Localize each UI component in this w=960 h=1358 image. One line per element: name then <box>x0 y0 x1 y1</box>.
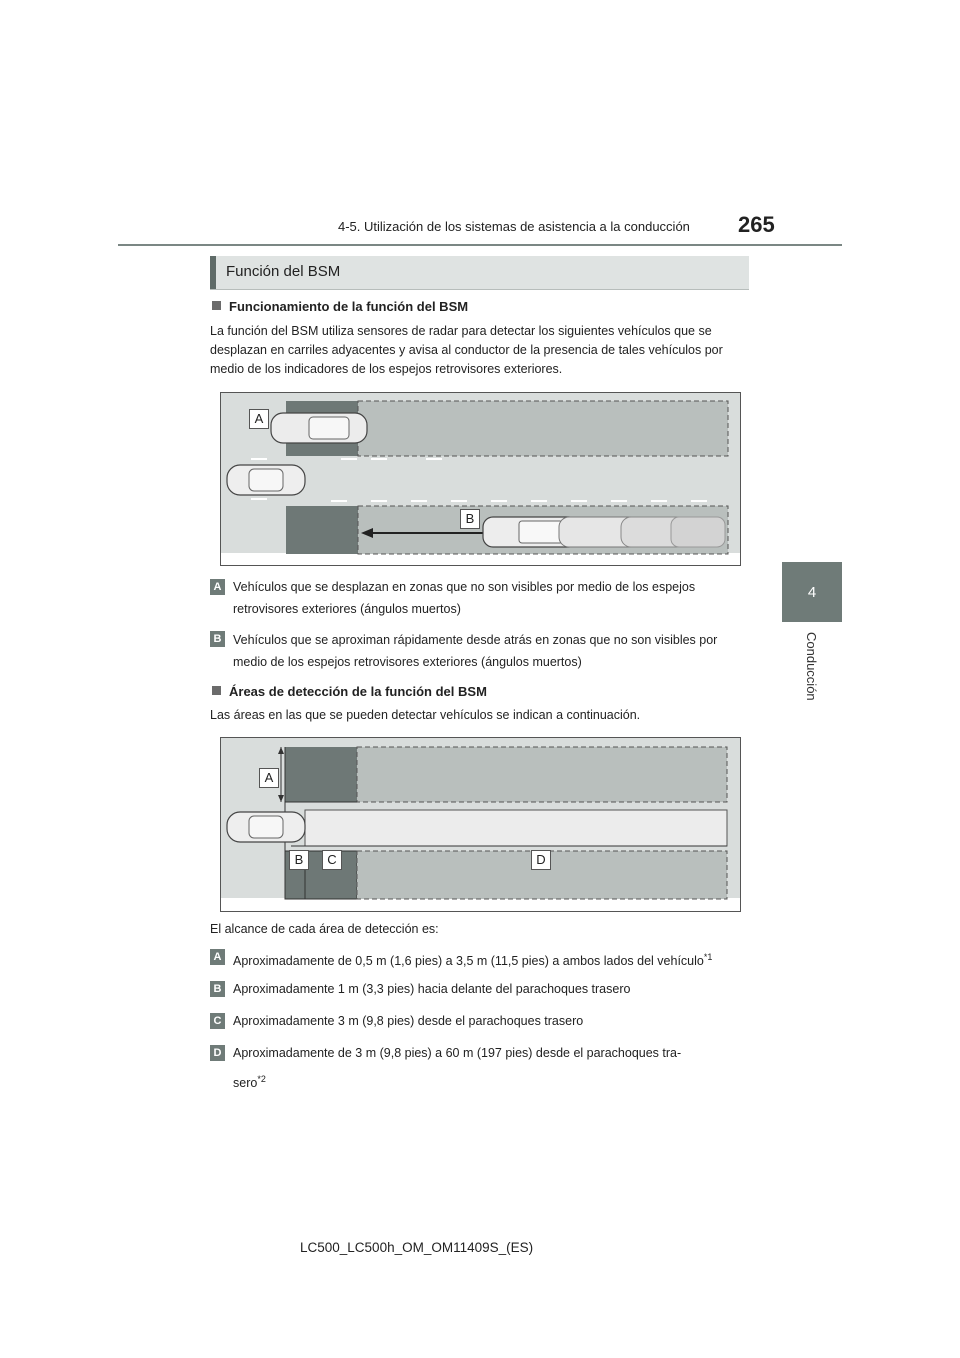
footer-code: LC500_LC500h_OM_OM11409S_(ES) <box>300 1240 534 1255</box>
figure-1-label-b: B <box>460 509 480 529</box>
range-a <box>233 946 753 972</box>
range-intro: El alcance de cada área de detección es: <box>210 922 439 936</box>
range-badge-b: B <box>210 981 225 997</box>
range-b-text: Aproximadamente 1 m (3,3 pies) hacia delante del parachoques trasero <box>233 982 631 996</box>
figure-blind-spot-vehicles <box>220 392 741 566</box>
chapter-label: Conducción <box>804 632 819 701</box>
range-d-continuation <box>233 1068 753 1094</box>
range-d <box>233 1042 753 1094</box>
range-c-text: Aproximadamente 3 m (9,8 pies) desde el parachoques trasero <box>233 1014 584 1028</box>
square-bullet-icon <box>212 686 221 695</box>
chapter-label-wrap <box>795 632 825 702</box>
figure-1-drawing <box>221 393 740 565</box>
figure-detection-areas <box>220 737 741 912</box>
figure-2-label-b: B <box>289 850 309 870</box>
item-b-text: Vehículos que se aproximan rápidamente desde atrás en zonas que no son visibles por medio de los espejos retrovisores exteriores (ángulos muertos) <box>233 633 718 669</box>
header-rule <box>118 244 842 246</box>
subheading-operation <box>212 299 468 314</box>
footnote-ref-2: *2 <box>257 1074 266 1084</box>
item-badge-a: A <box>210 579 225 595</box>
range-d-text: Aproximadamente de 3 m (9,8 pies) a 60 m (197 pies) desde el parachoques tra- <box>233 1046 682 1060</box>
footnote-ref-1: *1 <box>703 952 713 962</box>
section-accent <box>210 256 216 289</box>
figure-2-label-a: A <box>259 768 279 788</box>
figure-2-drawing <box>221 738 740 911</box>
section-title-bar <box>210 256 749 290</box>
range-badge-c: C <box>210 1013 225 1029</box>
page-number: 265 <box>738 212 775 237</box>
figure-2-label-d: D <box>531 850 551 870</box>
chapter-tab: 4 <box>782 562 842 622</box>
range-d-text2: sero <box>233 1076 258 1091</box>
range-badge-d: D <box>210 1045 225 1061</box>
range-a-text: Aproximadamente de 0,5 m (1,6 pies) a 3,5 m (11,5 pies) a ambos lados del vehículo <box>233 954 704 969</box>
figure-2-label-c: C <box>322 850 342 870</box>
item-badge-b: B <box>210 631 225 647</box>
section-title: Función del BSM <box>226 263 341 280</box>
square-bullet-icon <box>212 301 221 310</box>
subheading-areas <box>212 684 487 699</box>
item-a-text: Vehículos que se desplazan en zonas que no son visibles por medio de los espejos retrovisores exteriores (ángulos muertos) <box>233 580 696 616</box>
intro-paragraph-1: La función del BSM utiliza sensores de radar para detectar los siguientes vehículos que se desplazan en carriles adyacentes y avisa al conductor de la presencia de tales vehículos por medio de los indicadores de los espejos retrovisores exteriores. <box>210 324 723 376</box>
figure-1-label-a: A <box>249 409 269 429</box>
range-badge-a: A <box>210 949 225 965</box>
subheading-areas-text: Áreas de detección de la función del BSM <box>229 684 487 699</box>
subheading-operation-text: Funcionamiento de la función del BSM <box>229 299 469 314</box>
running-header: 4-5. Utilización de los sistemas de asistencia a la conducción <box>338 219 690 234</box>
intro-paragraph-2: Las áreas en las que se pueden detectar vehículos se indican a continuación. <box>210 708 641 722</box>
